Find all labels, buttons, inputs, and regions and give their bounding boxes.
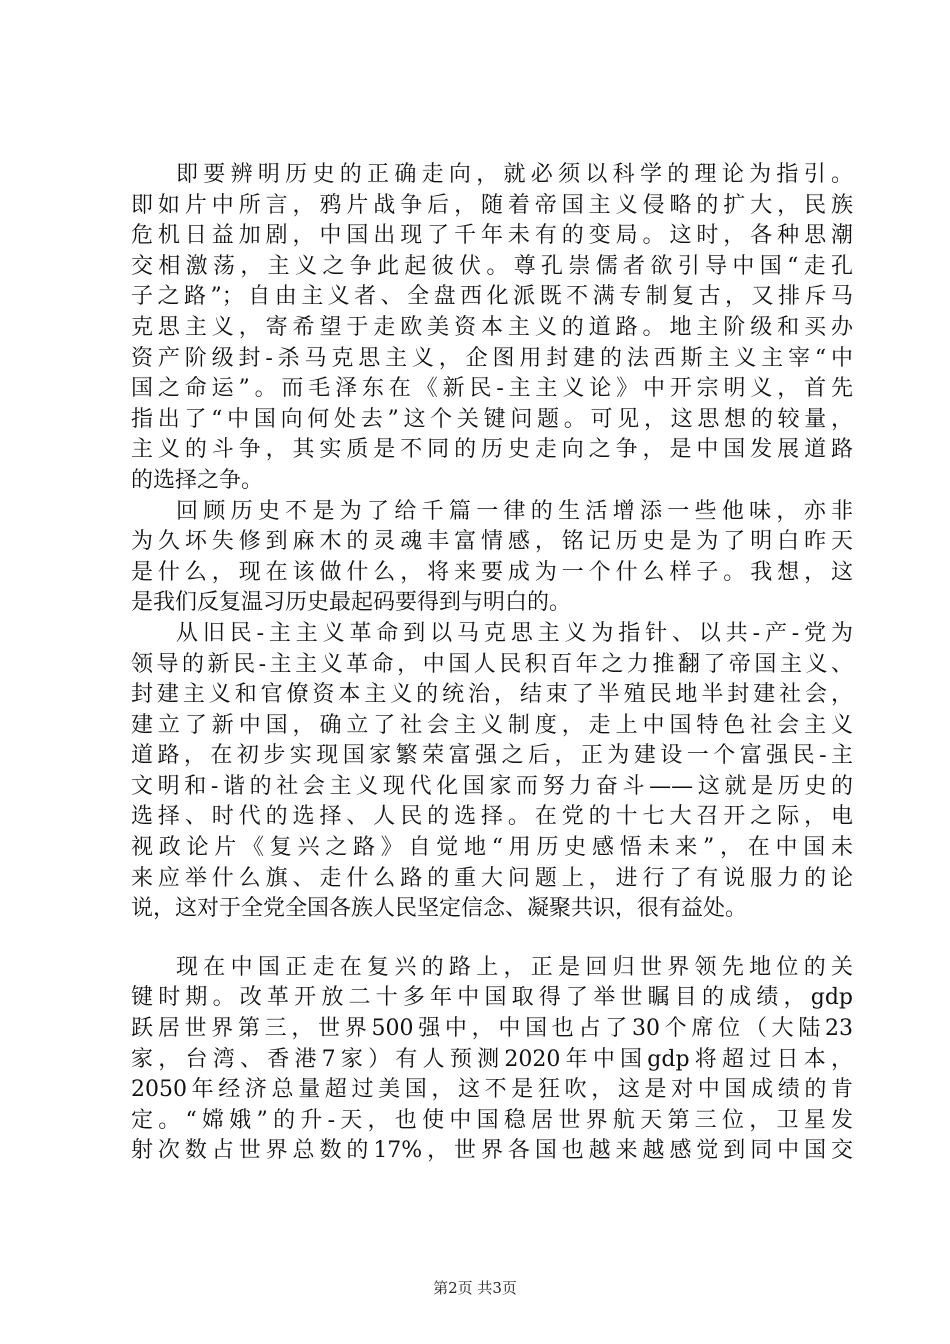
text-line: 封建主义和官僚资本主义的统治，结束了半殖民地半封建社会， [131,682,853,708]
text-line: 为久坏失修到麻木的灵魂丰富情感，铭记历史是为了明白昨天 [131,529,853,555]
text-line: 从旧民-主主义革命到以马克思主义为指针、以共-产-党为 [176,620,853,646]
text-line: 的选择之争。 [131,467,264,493]
text-line: 子之路”；自由主义者、全盘西化派既不满专制复古，又排斥马 [131,284,853,310]
text-line: 是什么，现在该做什么，将来要成为一个什么样子。我想，这 [131,559,853,585]
text-line: 是我们反复温习历史最起码要得到与明白的。 [131,590,572,616]
text-line: 回顾历史不是为了给千篇一律的生活增添一些他味，亦非 [176,498,853,524]
text-line: 说，这对于全党全国各族人民坚定信念、凝聚共识，很有益处。 [131,896,748,922]
text-line: 即如片中所言，鸦片战争后，随着帝国主义侵略的扩大，民族 [131,192,853,218]
text-line: 键时期。改革开放二十多年中国取得了举世瞩目的成绩，gdp [131,985,853,1011]
document-body [131,160,853,1167]
paragraph [131,160,853,497]
text-line: 道路，在初步实现国家繁荣富强之后，正为建设一个富强民-主 [131,743,853,769]
text-line: 克思主义，寄希望于走欧美资本主义的道路。地主阶级和买办 [131,314,853,340]
text-line: 指出了“中国向何处去”这个关键问题。可见，这思想的较量， [131,406,853,432]
text-line: 跃居世界第三，世界500强中，中国也占了30个席位（大陆23 [131,1016,853,1042]
page-footer [0,1277,950,1298]
text-line: 领导的新民-主主义革命，中国人民积百年之力推翻了帝国主义、 [131,651,853,677]
text-line: 主义的斗争，其实质是不同的历史走向之争，是中国发展道路 [131,437,853,463]
text-line: 2050年经济总量超过美国，这不是狂吹，这是对中国成绩的肯 [131,1077,853,1103]
text-line: 即要辨明历史的正确走向，就必须以科学的理论为指引。 [176,162,853,187]
paragraph [131,619,853,925]
paragraph [131,953,853,1167]
text-line: 射次数占世界总数的17%，世界各国也越来越感觉到同中国交 [131,1138,853,1164]
text-line: 资产阶级封-杀马克思主义，企图用封建的法西斯主义主宰“中 [131,345,853,371]
text-line: 文明和-谐的社会主义现代化国家而努力奋斗——这就是历史的 [131,773,853,799]
text-line: 定。“嫦娥”的升-天，也使中国稳居世界航天第三位，卫星发 [131,1107,853,1133]
text-line: 危机日益加剧，中国出现了千年未有的变局。这时，各种思潮 [131,223,853,249]
text-line: 选择、时代的选择、人民的选择。在党的十七大召开之际，电 [131,804,853,830]
page-number-label: 第2页 共3页 [433,1279,517,1297]
text-line: 交相激荡，主义之争此起彼伏。尊孔崇儒者欲引导中国“走孔 [131,253,853,279]
paragraph-spacer [131,925,853,953]
text-line: 现在中国正走在复兴的路上，正是回归世界领先地位的关 [176,954,853,980]
text-line: 家，台湾、香港7家）有人预测2020年中国gdp将超过日本， [131,1046,853,1072]
text-line: 国之命运”。而毛泽东在《新民-主主义论》中开宗明义，首先 [131,376,853,402]
text-line: 建立了新中国，确立了社会主义制度，走上中国特色社会主义 [131,712,853,738]
text-line: 视政论片《复兴之路》自觉地“用历史感悟未来”，在中国未 [131,835,853,861]
text-line: 来应举什么旗、走什么路的重大问题上，进行了有说服力的论 [131,865,853,891]
paragraph [131,497,853,619]
